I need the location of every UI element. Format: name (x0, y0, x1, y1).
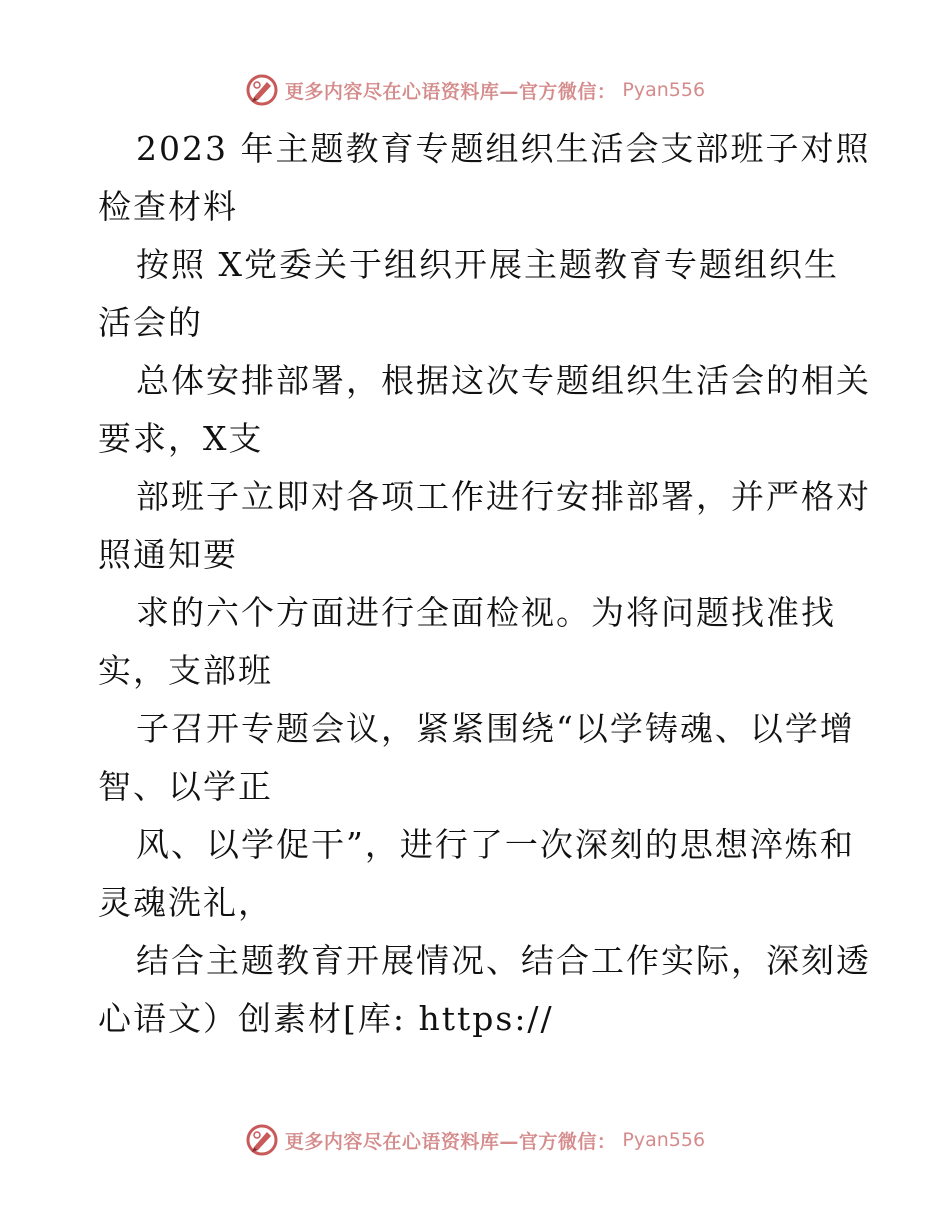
title-line-1: 2023 年主题教育专题组织生活会支部班子对照 (136, 129, 871, 168)
paragraph-line: 要求，X支 (98, 419, 264, 458)
paragraph-line: 活会的 (98, 303, 203, 342)
paragraph-line: 部班子立即对各项工作进行安排部署，并严格对 (136, 477, 871, 516)
paragraph-line: 照通知要 (98, 535, 238, 574)
paragraph-line: 结合主题教育开展情况、结合工作实际，深刻透 (136, 941, 871, 980)
document-body (98, 120, 871, 1048)
pen-logo-icon (245, 1123, 279, 1157)
pen-logo-icon (245, 73, 279, 107)
paragraph-line: 求的六个方面进行全面检视。为将问题找准找 (136, 593, 836, 632)
paragraph-line: 按照 X党委关于组织开展主题教育专题组织生 (136, 245, 839, 284)
header-banner (0, 70, 950, 110)
footer-banner-text: 更多内容尽在心语资料库—官方微信： (284, 1130, 617, 1153)
paragraph-line: 心语文）创素材[库: https:// (98, 999, 554, 1038)
paragraph-line: 灵魂洗礼， (98, 883, 273, 922)
paragraph-line: 总体安排部署，根据这次专题组织生活会的相关 (136, 361, 871, 400)
header-banner-text: 更多内容尽在心语资料库—官方微信： (284, 80, 617, 103)
footer-contact: Pyan556 (622, 1129, 706, 1151)
paragraph-line: 智、以学正 (98, 767, 273, 806)
paragraph-line: 实，支部班 (98, 651, 273, 690)
header-contact: Pyan556 (622, 79, 706, 101)
footer-banner (0, 1120, 950, 1160)
paragraph-line: 子召开专题会议，紧紧围绕“以学铸魂、以学增 (136, 709, 855, 748)
title-line-2: 检查材料 (98, 187, 238, 226)
paragraph-line: 风、以学促干”，进行了一次深刻的思想淬炼和 (136, 825, 855, 864)
